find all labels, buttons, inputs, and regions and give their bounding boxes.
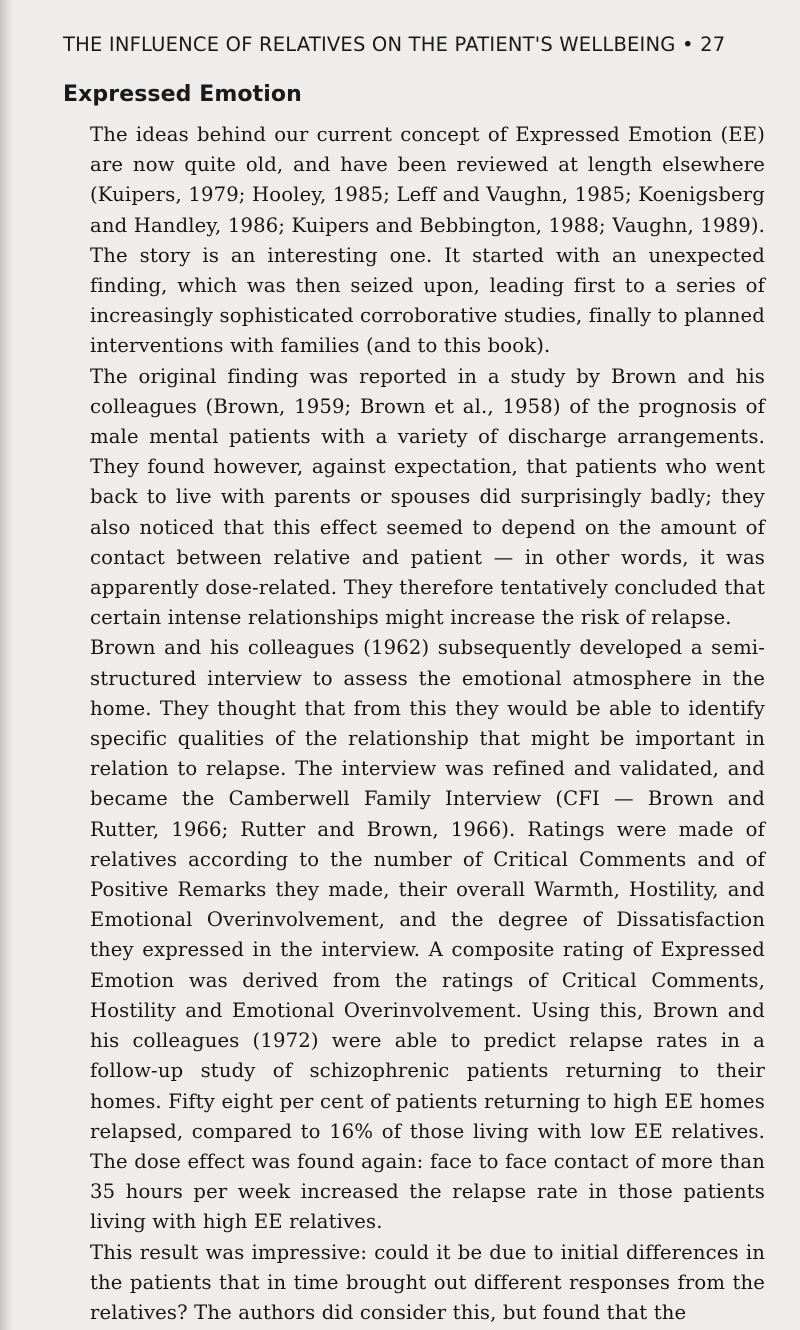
- paragraph: The ideas behind our current concept of Expressed Emotion (EE) are now quite old, and have been reviewed at length elsewhere (Kuipers, 1979; Hooley, 1985; Leff and Vaughn, 1985; Koenigsberg and Handley, 1986; Kuipers and Bebbington, 1988; Vaughn, 1989). The story is an interesting one. It started with an unexpected finding, which was then seized upon, leading first to a series of increasingly sophisticated corroborative studies, finally to planned interventions with families (and to this book).: [90, 123, 765, 358]
- paragraph: This result was impressive: could it be due to initial differences in the patients that in time brought out different responses from the relatives? The authors did consider this, but found that the: [90, 1240, 765, 1324]
- running-head: THE INFLUENCE OF RELATIVES ON THE PATIENT'S WELLBEING • 27: [63, 33, 726, 56]
- paragraph: Brown and his colleagues (1962) subsequently developed a semi-structured interview to assess the emotional atmosphere in the home. They thought that from this they would be able to identify specific qualities of the relationship that might be important in relation to relapse. The interview was refined and validated, and became the Camberwell Family Interview (CFI — Brown and Rutter, 1966; Rutter and Brown, 1966). Ratings were made of relatives according to the number of Critical Comments and of Positive Remarks they made, their overall Warmth, Hostility, and Emotional Overinvolvement, and the degree of Dissatisfaction they expressed in the interview. A composite rating of Expressed Emotion was derived from the ratings of Critical Comments, Hostility and Emotional Overinvolvement. Using this, Brown and his colleagues (1972) were able to predict relapse rates in a follow-up study of schizophrenic patients returning to their homes. Fifty eight per cent of patients returning to high EE homes relapsed, compared to 16% of those living with low EE relatives. The dose effect was found again: face to face contact of more than 35 hours per week increased the relapse rate in those patients living with high EE relatives.: [90, 636, 765, 1234]
- page-gutter-shadow: [0, 0, 14, 1330]
- body-text: [90, 120, 765, 1328]
- paragraph: The original finding was reported in a study by Brown and his colleagues (Brown, 1959; Brown et al., 1958) of the prognosis of male mental patients with a variety of discharge arrangements. They found however, against expectation, that patients who went back to live with parents or spouses did surprisingly badly; they also noticed that this effect seemed to depend on the amount of contact between relative and patient — in other words, it was apparently dose-related. They therefore tentatively concluded that certain intense relationships might increase the risk of relapse.: [90, 364, 765, 630]
- section-title: Expressed Emotion: [63, 82, 302, 107]
